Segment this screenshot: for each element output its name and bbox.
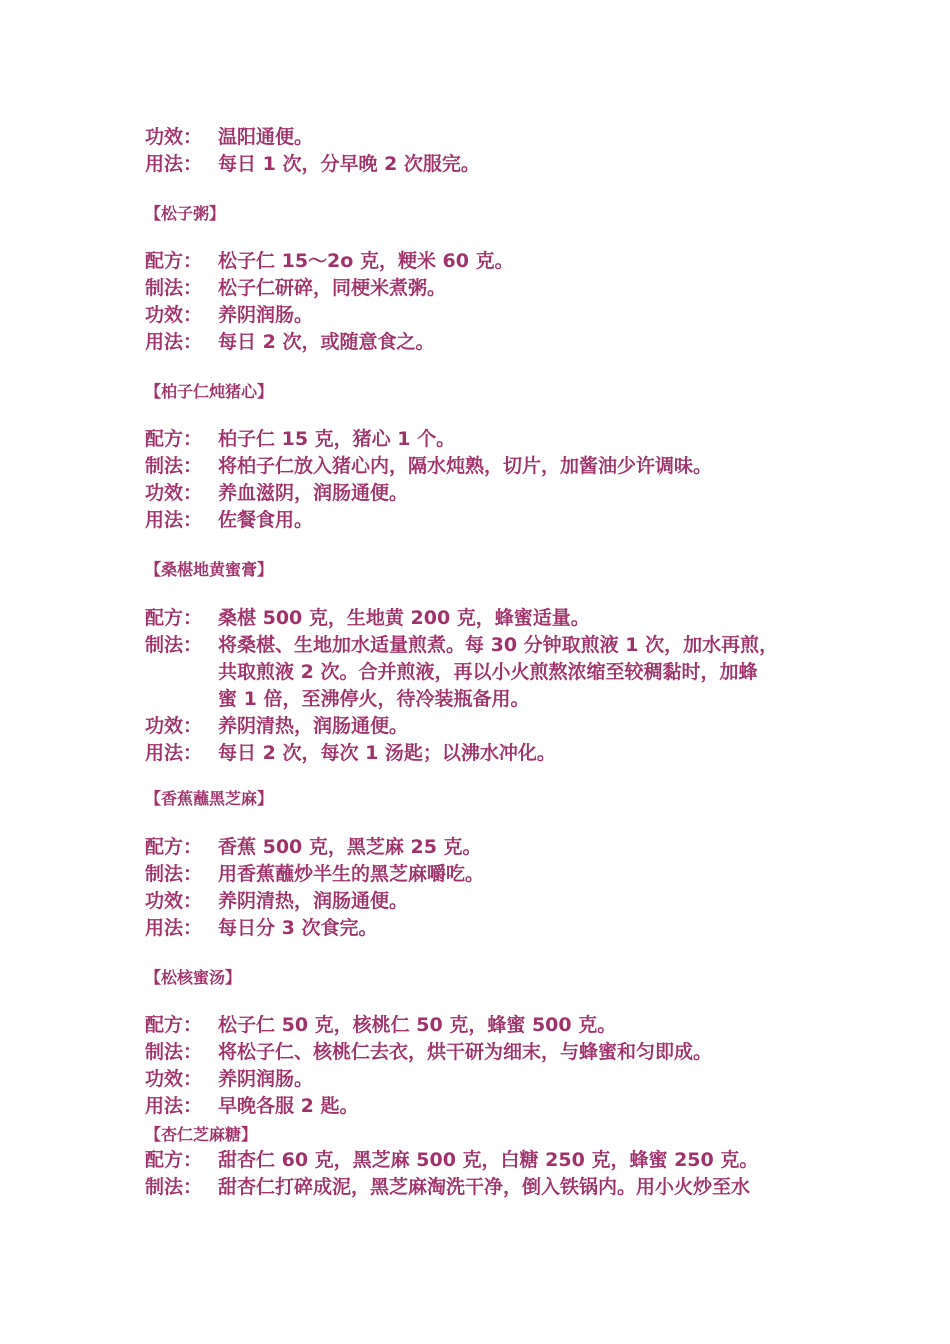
effect-row: [145, 888, 217, 915]
method-row: [145, 861, 217, 888]
formula-text: 柏子仁 15 克，猪心 1 个。: [218, 428, 456, 450]
usage-label: 用法：: [145, 742, 203, 764]
usage-text: 早晚各服 2 匙。: [218, 1095, 359, 1117]
effect-row: [145, 302, 217, 329]
recipe-title: 【松核蜜汤】: [145, 968, 242, 987]
usage-label: 用法：: [145, 509, 203, 531]
usage-label: 用法：: [145, 331, 203, 353]
usage-text: 每日 2 次，每次 1 汤匙；以沸水冲化。: [218, 742, 556, 764]
method-text: 松子仁研碎，同梗米煮粥。: [218, 277, 447, 299]
formula-label: 配方：: [145, 1014, 203, 1036]
effect-text: 养阴清热，润肠通便。: [218, 715, 409, 737]
usage-row: [145, 151, 217, 178]
usage-row: [145, 329, 217, 356]
method-label: 制法：: [145, 863, 203, 885]
formula-text: 桑椹 500 克，生地黄 200 克，蜂蜜适量。: [218, 607, 590, 629]
effect-text: 温阳通便。: [218, 126, 314, 148]
formula-label: 配方：: [145, 836, 203, 858]
formula-row: [145, 426, 217, 453]
recipe-title: 【松子粥】: [145, 204, 226, 223]
effect-text: 养阴润肠。: [218, 304, 314, 326]
recipe-title: 【桑椹地黄蜜膏】: [145, 560, 274, 579]
usage-row: [145, 740, 217, 767]
formula-row: [145, 1012, 217, 1039]
effect-text: 养阴润肠。: [218, 1068, 314, 1090]
method-label: 制法：: [145, 634, 203, 656]
effect-label: 功效：: [145, 304, 203, 326]
formula-label: 配方：: [145, 250, 203, 272]
effect-label: 功效：: [145, 126, 203, 148]
recipe-title: 【香蕉蘸黑芝麻】: [145, 789, 274, 808]
usage-text: 每日 1 次，分早晚 2 次服完。: [218, 153, 480, 175]
method-text: 用香蕉蘸炒半生的黑芝麻嚼吃。: [218, 863, 485, 885]
usage-row: [145, 1093, 217, 1120]
method-label: 制法：: [145, 277, 203, 299]
usage-label: 用法：: [145, 153, 203, 175]
formula-row: [145, 1147, 217, 1174]
recipe-title: 【杏仁芝麻糖】: [145, 1125, 258, 1144]
formula-text: 甜杏仁 60 克，黑芝麻 500 克，白糖 250 克，蜂蜜 250 克。: [218, 1149, 759, 1171]
usage-row: [145, 915, 217, 942]
method-text: 将柏子仁放入猪心内，隔水炖熟，切片，加酱油少许调味。: [218, 455, 713, 477]
effect-row: [145, 713, 217, 740]
usage-label: 用法：: [145, 1095, 203, 1117]
method-text-line: 蜜 1 倍，至沸停火，待冷装瓶备用。: [218, 688, 530, 710]
formula-label: 配方：: [145, 428, 203, 450]
method-row: [145, 1174, 217, 1201]
effect-text: 养血滋阴，润肠通便。: [218, 482, 409, 504]
usage-row: [145, 507, 217, 534]
effect-label: 功效：: [145, 1068, 203, 1090]
effect-label: 功效：: [145, 482, 203, 504]
usage-text: 每日分 3 次食完。: [218, 917, 378, 939]
formula-row: [145, 605, 217, 632]
recipe-title: 【柏子仁炖猪心】: [145, 382, 274, 401]
formula-label: 配方：: [145, 607, 203, 629]
method-text-line: 共取煎液 2 次。合并煎液，再以小火煎熬浓缩至较稠黏时，加蜂: [218, 661, 758, 683]
method-text: 将松子仁、核桃仁去衣，烘干研为细末，与蜂蜜和匀即成。: [218, 1041, 713, 1063]
method-row: [145, 1039, 217, 1066]
formula-text: 香蕉 500 克，黑芝麻 25 克。: [218, 836, 482, 858]
effect-text: 养阴清热，润肠通便。: [218, 890, 409, 912]
method-label: 制法：: [145, 1176, 203, 1198]
method-label: 制法：: [145, 1041, 203, 1063]
formula-row: [145, 834, 217, 861]
usage-text: 每日 2 次，或随意食之。: [218, 331, 435, 353]
effect-row: [145, 124, 217, 151]
method-text: 甜杏仁打碎成泥，黑芝麻淘洗干净，倒入铁锅内。用小火炒至水: [218, 1176, 751, 1198]
method-label: 制法：: [145, 455, 203, 477]
method-row: [145, 275, 217, 302]
method-text-line: 将桑椹、生地加水适量煎煮。每 30 分钟取煎液 1 次，加水再煎，: [218, 634, 779, 656]
method-row: [145, 632, 217, 659]
method-row: [145, 453, 217, 480]
usage-text: 佐餐食用。: [218, 509, 314, 531]
effect-row: [145, 480, 217, 507]
formula-row: [145, 248, 217, 275]
formula-text: 松子仁 15～2o 克，粳米 60 克。: [218, 250, 514, 272]
effect-label: 功效：: [145, 715, 203, 737]
formula-text: 松子仁 50 克，核桃仁 50 克，蜂蜜 500 克。: [218, 1014, 617, 1036]
usage-label: 用法：: [145, 917, 203, 939]
effect-row: [145, 1066, 217, 1093]
effect-label: 功效：: [145, 890, 203, 912]
formula-label: 配方：: [145, 1149, 203, 1171]
